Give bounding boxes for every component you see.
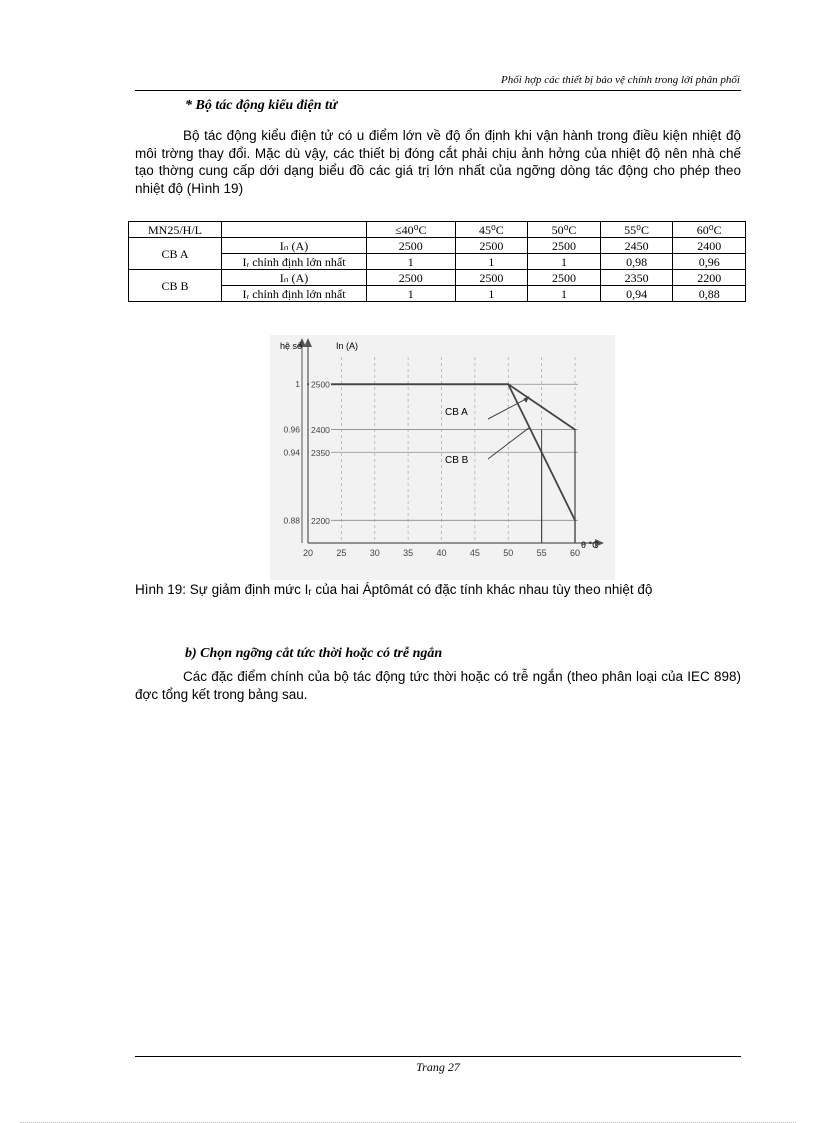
table-cell: 2200 [673, 270, 746, 286]
table-header-row [129, 222, 746, 238]
x-tick-label: 55 [536, 548, 547, 558]
table-cell: 2500 [528, 270, 601, 286]
table-cell: 1 [528, 254, 601, 270]
table-corner-cell: MN25/H/L [129, 222, 222, 238]
table-cell: 0,88 [673, 286, 746, 302]
table-cell: 1 [528, 286, 601, 302]
figure-caption: Hình 19: Sự giảm định mức Iᵣ của hai Áptômát có đặc tính khác nhau tùy theo nhiệt độ [135, 582, 653, 597]
table-header-cell: ≤40⁰C [367, 222, 456, 238]
table-cell: 1 [367, 286, 456, 302]
page-number: Trang 27 [416, 1060, 460, 1074]
table-cell: 1 [455, 286, 528, 302]
table-cell: 2500 [455, 270, 528, 286]
table-cell: 2500 [455, 238, 528, 254]
y-tick-label: 2500 [311, 379, 330, 390]
x-tick-label: 40 [436, 548, 447, 558]
series-point [307, 383, 309, 385]
table-cell: 1 [367, 254, 456, 270]
table-cell: 2500 [528, 238, 601, 254]
x-axis-label: θ °C [581, 540, 599, 550]
table-group-cell: CB A [129, 238, 222, 270]
x-tick-label: 50 [503, 548, 514, 558]
y2-tick-label: 1 [295, 379, 300, 390]
section-heading-instant-trip: b) Chọn ngỡng cắt tức thời hoặc có trễ ngắn [185, 646, 443, 661]
table-cell: 0,96 [673, 254, 746, 270]
table-cell: 2350 [600, 270, 673, 286]
x-tick-label: 60 [569, 548, 581, 558]
series-label-cb-b: CB B [445, 455, 469, 466]
x-tick-label: 20 [302, 548, 314, 558]
y-tick-label: 2200 [311, 515, 330, 526]
series-point [541, 406, 543, 408]
section-paragraph-electronic-trip [135, 127, 741, 197]
header-rule [135, 90, 741, 91]
table-header-cell: 45⁰C [455, 222, 528, 238]
table-row [129, 254, 746, 270]
series-label-cb-a: CB A [445, 407, 468, 418]
paragraph-text: Bộ tác động kiểu điện tử có u điểm lớn về độ ổn định khi vận hành trong điều kiện nhiệt độ môi trờng thay đổi. Mặc dù vậy, các thiết bị đóng cắt phải chịu ảnh hởng của nhiệt độ nên nhà chế tạo thờng cung cấp dới dạng biểu đồ các giá trị lớn nhất của ngỡng dòng tác động cho phép theo nhiệt độ (Hình 19) [135, 128, 741, 196]
y-tick-label: 2400 [311, 425, 330, 436]
derating-chart [270, 335, 615, 580]
table-cell: 2500 [367, 238, 456, 254]
section-heading-electronic-trip: * Bộ tác động kiểu điện tử [185, 98, 338, 113]
footer-rule [135, 1056, 741, 1057]
table-param-cell: Iᵣ chỉnh định lớn nhất [222, 254, 367, 270]
table-cell: 1 [455, 254, 528, 270]
table-group-cell: CB B [129, 270, 222, 302]
y2-tick-label: 0.88 [283, 515, 300, 526]
y2-axis-label: hệ số [280, 341, 303, 351]
table-param-cell: Iₙ (A) [222, 270, 367, 286]
table-empty-header [222, 222, 367, 238]
table-cell: 2500 [367, 270, 456, 286]
table-cell: 2400 [673, 238, 746, 254]
table-cell: 0,94 [600, 286, 673, 302]
x-tick-label: 35 [403, 548, 414, 558]
table-param-cell: Iᵣ chỉnh định lớn nhất [222, 286, 367, 302]
section-paragraph-instant-trip [135, 668, 741, 703]
y2-tick-label: 0.96 [283, 424, 300, 435]
x-tick-label: 25 [336, 548, 347, 558]
table-row [129, 238, 746, 254]
table-row [129, 286, 746, 302]
table-cell: 0,98 [600, 254, 673, 270]
y2-tick-label: 0.94 [283, 447, 300, 458]
table-header-cell: 55⁰C [600, 222, 673, 238]
y-axis-label: In (A) [336, 341, 359, 351]
x-tick-label: 30 [369, 548, 380, 558]
table-header-cell: 50⁰C [528, 222, 601, 238]
x-tick-label: 45 [469, 548, 480, 558]
table-row [129, 270, 746, 286]
series-point [507, 383, 509, 385]
table-header-cell: 60⁰C [673, 222, 746, 238]
page-header: Phối hợp các thiết bị bảo vệ chính trong lới phân phối [501, 74, 740, 86]
y-tick-label: 2350 [311, 447, 330, 458]
paragraph-text: Các đặc điểm chính của bộ tác động tức thời hoặc có trễ ngắn (theo phân loại của IEC 898) đợc tổng kết trong bảng sau. [135, 669, 741, 702]
derating-table [128, 221, 746, 302]
table-param-cell: Iₙ (A) [222, 238, 367, 254]
table-cell: 2450 [600, 238, 673, 254]
